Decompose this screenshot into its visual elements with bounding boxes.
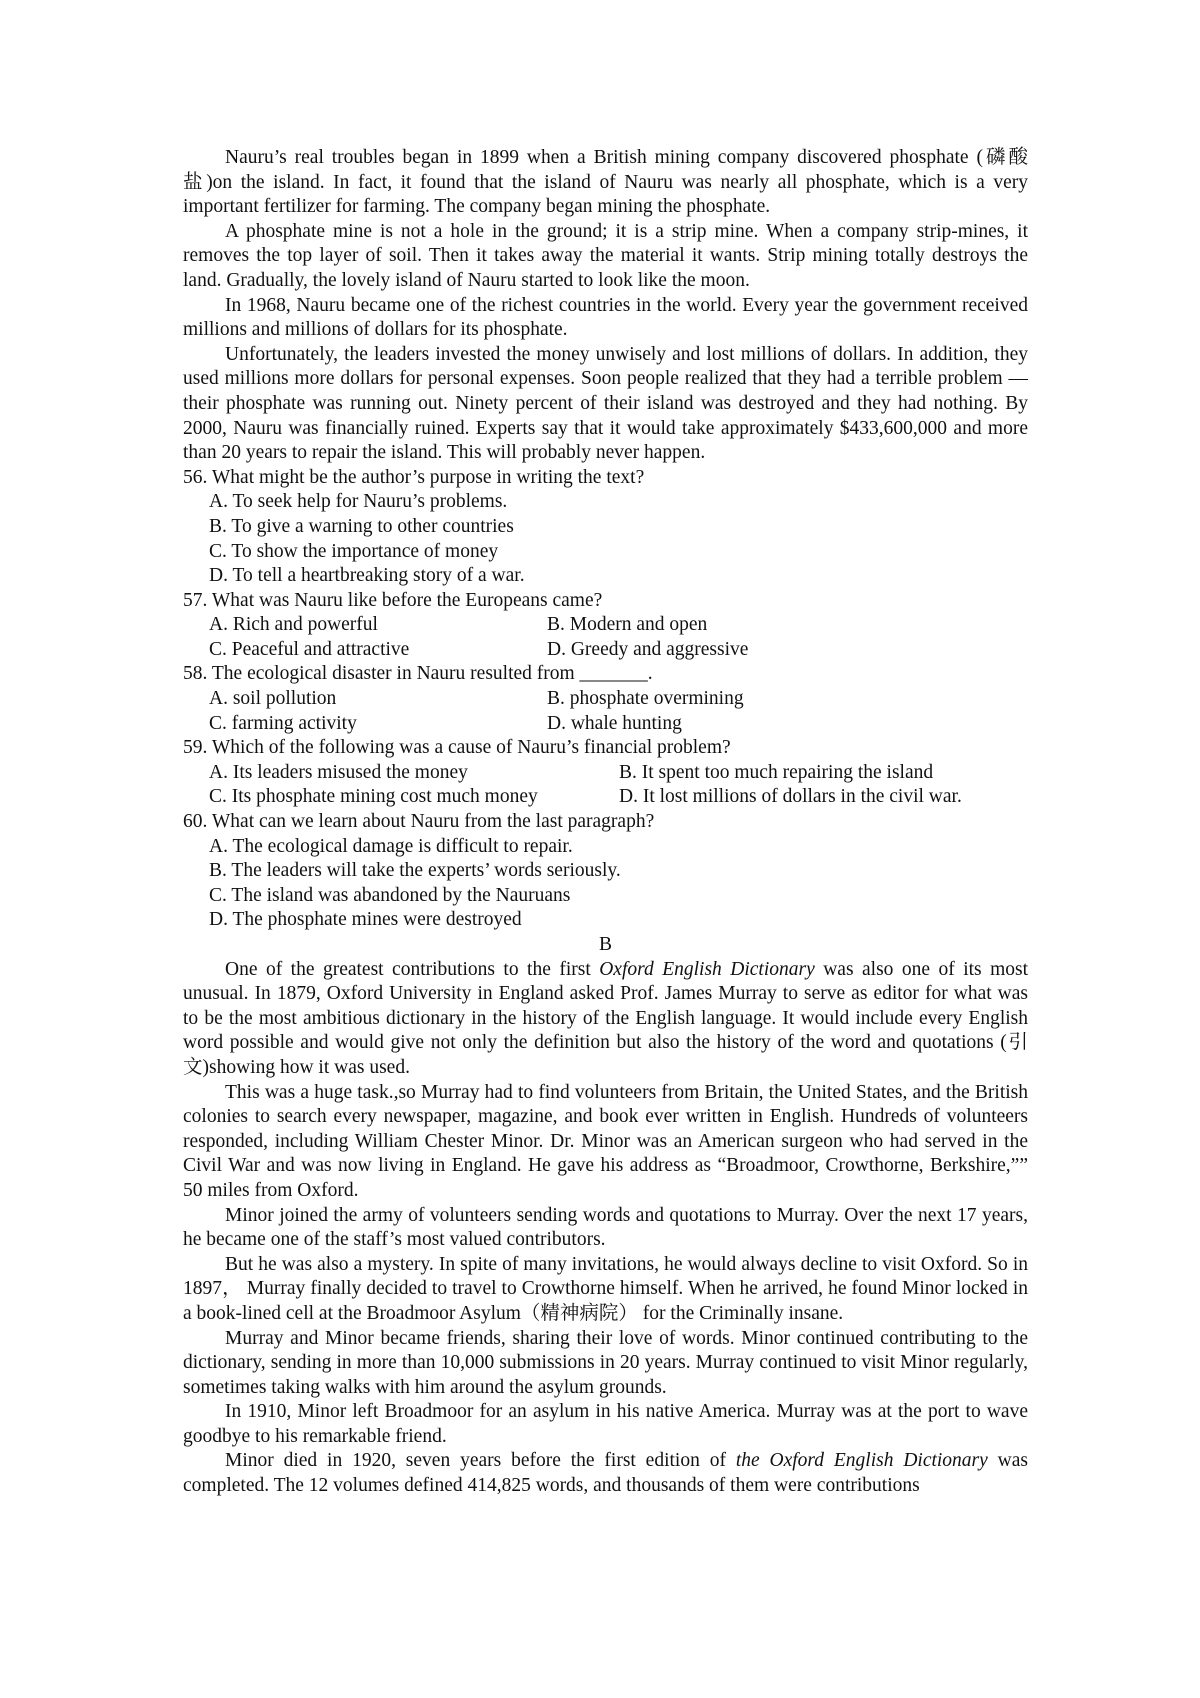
paragraph-b5: Murray and Minor became friends, sharing their love of words. Minor continued contributing to the dictionary, sending in more than 10,000 submissions in 20 years. Murray continued to visit Minor regularly, sometimes taking walks with him around the asylum grounds. [183,1327,1028,1398]
question-60-option-c: C. The island was abandoned by the Nauruans [209,884,571,906]
question-60-stem: 60. What can we learn about Nauru from the last paragraph? [183,811,655,833]
paragraph-b1 [183,958,1028,1081]
question-59-options-row-1 [183,761,1028,786]
paragraph-b6: In 1910, Minor left Broadmoor for an asylum in his native America. Murray was at the port to wave goodbye to his remarkable friend. [183,1401,1028,1447]
question-56-option-b: B. To give a warning to other countries [209,515,514,537]
question-60-option-d: D. The phosphate mines were destroyed [209,909,522,931]
question-56-option-a: A. To seek help for Nauru’s problems. [209,491,508,513]
section-b-heading: B [598,934,612,955]
question-57-option-a: A. Rich and powerful [209,614,378,636]
paragraph-a1: Nauru’s real troubles began in 1899 when a British mining company discovered phosphate (磷酸盐)on the island. In fact, it found that the island of Nauru was nearly all phosphate, which is a very important fertilizer for farming. The company began mining the phosphate. [183,147,1028,218]
paragraph-b4: But he was also a mystery. In spite of many invitations, he would always decline to visit Oxford. So in 1897， Murray finally decided to travel to Crowthorne himself. When he arrived, he found Minor locked in a book-lined cell at the Broadmoor Asylum（精神病院） for the Criminally insane. [183,1253,1028,1324]
paragraph-b1-text-end: was also one of its most unusual. In 1879, Oxford University in England asked Prof. James Murray to serve as editor for what was to be the most ambitious dictionary in the history of the English language. It would include every English word possible and would give not only the definition but also the history of the word and quotations (引文)showing how it was used. [183,958,1029,1078]
document-page [183,146,1028,1499]
question-57-options-row-1 [183,613,1028,638]
question-57-options-row-2 [183,638,1028,663]
question-58-options-row-1 [183,687,1028,712]
paragraph-b7-text-end: was completed. The 12 volumes defined 414,825 words, and thousands of them were contributions [183,1450,1028,1497]
dictionary-title: Oxford English Dictionary [599,958,815,980]
question-58-stem: 58. The ecological disaster in Nauru resulted from _______. [183,663,653,685]
question-58-option-c: C. farming activity [209,712,357,734]
question-57-option-b: B. Modern and open [547,614,708,636]
question-59-option-c: C. Its phosphate mining cost much money [209,786,538,808]
question-56-option-c: C. To show the importance of money [209,540,499,562]
paragraph-b2: This was a huge task.,so Murray had to find volunteers from Britain, the United States, and the British colonies to search every newspaper, magazine, and book ever written in English. Hundreds of volunteers responded, including William Chester Minor. Dr. Minor was an American surgeon who had served in the Civil War and was now living in England. He gave his address as “Broadmoor, Crowthorne, Berkshire,”” 50 miles from Oxford. [183,1081,1028,1201]
paragraph-b1-text-start: One of the greatest contributions to the first [225,958,600,980]
question-59-option-b: B. It spent too much repairing the island [619,761,934,783]
question-57-option-c: C. Peaceful and attractive [209,638,410,660]
question-58-options-row-2 [183,712,1028,737]
question-58-option-a: A. soil pollution [209,688,337,710]
paragraph-b7 [183,1449,1028,1498]
question-57-option-d: D. Greedy and aggressive [547,638,749,660]
question-56-stem: 56. What might be the author’s purpose in writing the text? [183,466,645,488]
question-58-option-b: B. phosphate overmining [547,688,744,710]
question-58-option-d: D. whale hunting [547,712,682,734]
paragraph-a2: A phosphate mine is not a hole in the ground; it is a strip mine. When a company strip-mines, it removes the top layer of soil. Then it takes away the material it wants. Strip mining totally destroys the land. Gradually, the lovely island of Nauru started to look like the moon. [183,220,1028,291]
question-59-options-row-2 [183,785,1028,810]
question-56-option-d: D. To tell a heartbreaking story of a war. [209,565,525,587]
question-57-stem: 57. What was Nauru like before the Europeans came? [183,589,603,611]
question-59-option-a: A. Its leaders misused the money [209,761,468,783]
dictionary-title-2: the Oxford English Dictionary [735,1450,988,1472]
paragraph-b7-text-start: Minor died in 1920, seven years before the first edition of [225,1450,736,1472]
question-59-option-d: D. It lost millions of dollars in the civil war. [619,786,962,808]
paragraph-a3: In 1968, Nauru became one of the richest countries in the world. Every year the government received millions and millions of dollars for its phosphate. [183,294,1028,341]
paragraph-a4: Unfortunately, the leaders invested the money unwisely and lost millions of dollars. In addition, they used millions more dollars for personal expenses. Soon people realized that they had a terrible problem — their phosphate was running out. Ninety percent of their island was destroyed and they had nothing. By 2000, Nauru was financially ruined. Experts say that it would take approximately $433,600,000 and more than 20 years to repair the island. This will probably never happen. [183,343,1028,464]
question-60-option-b: B. The leaders will take the experts’ words seriously. [209,860,621,882]
question-59-stem: 59. Which of the following was a cause of Nauru’s financial problem? [183,737,731,759]
question-60-option-a: A. The ecological damage is difficult to repair. [209,835,573,857]
paragraph-b3: Minor joined the army of volunteers sending words and quotations to Murray. Over the next 17 years, he became one of the staff’s most valued contributors. [183,1204,1028,1251]
